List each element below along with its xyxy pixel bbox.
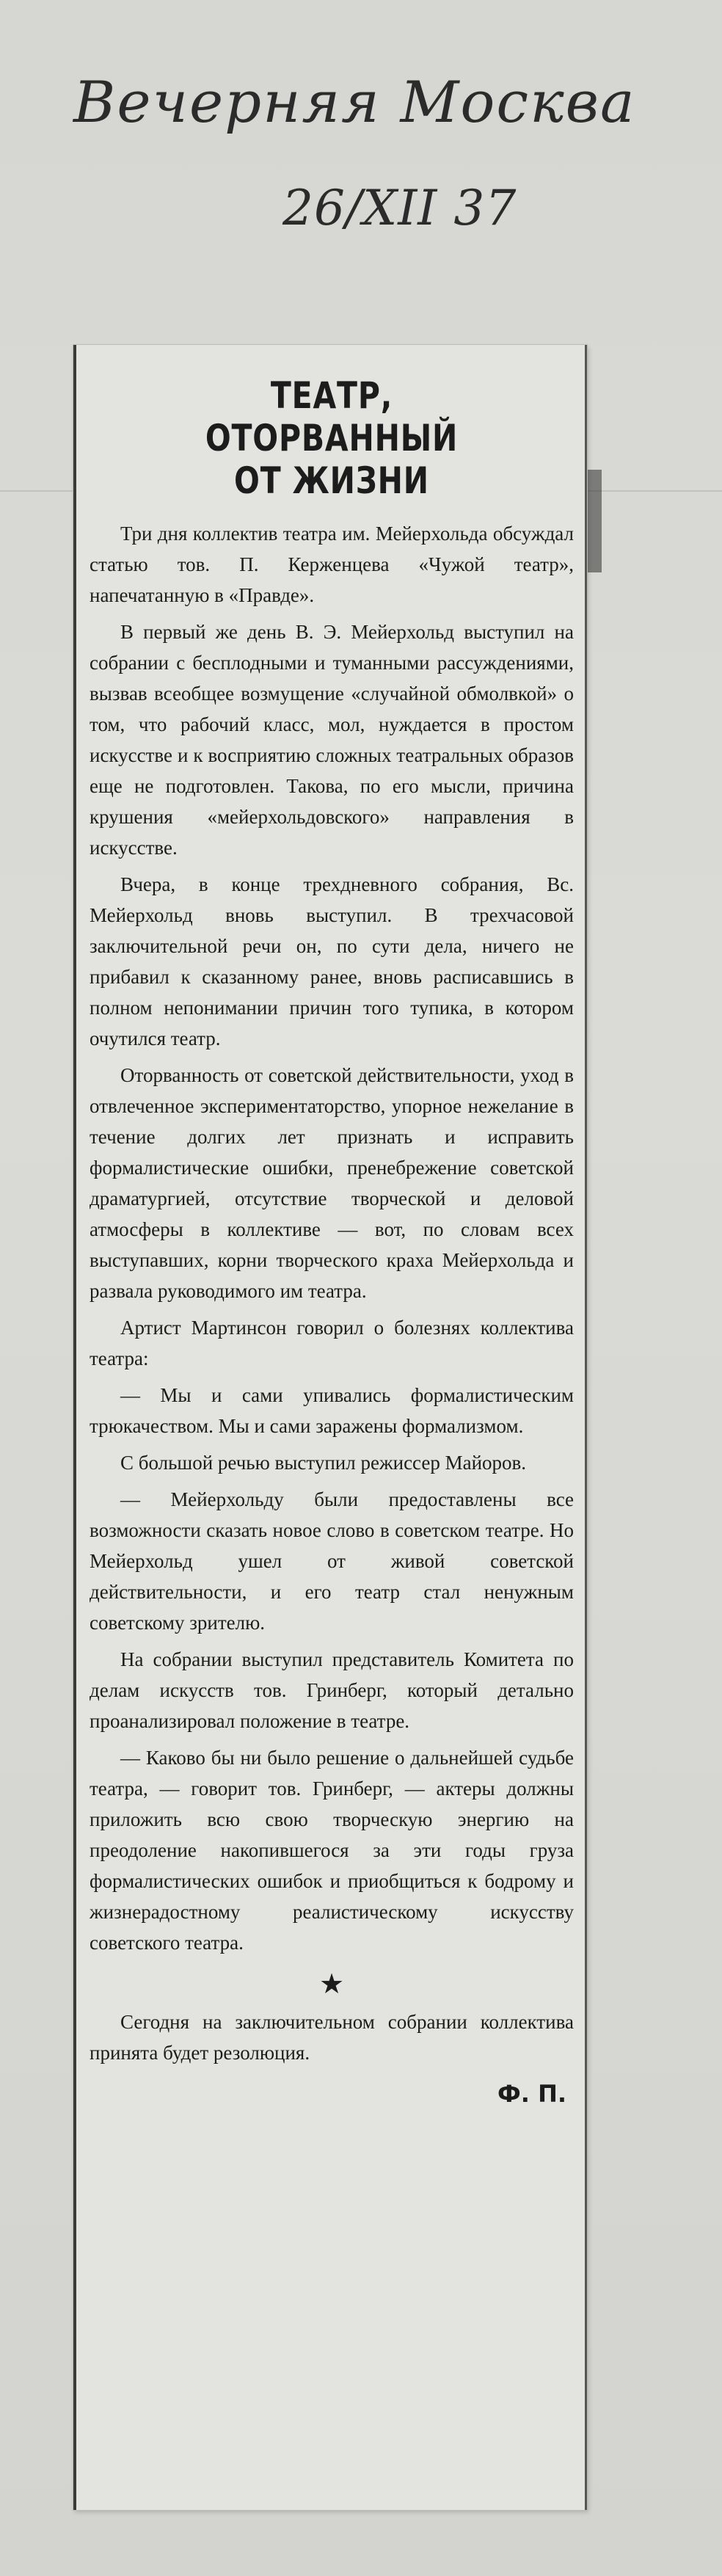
article-paragraph: — Каково бы ни было решение о дальнейшей судьбе театра, — говорит тов. Гринберг, — актеры должны приложить всю свою творческую энергию на преодоление накопившегося за эти годы груза формалистических ошибок и приобщиться к бодрому и жизнерадостному реалистическому искусству советского театра. bbox=[90, 1747, 574, 1954]
article-paragraph: — Мы и сами упивались формалистическим трюкачеством. Мы и сами заражены формализмом. bbox=[90, 1384, 574, 1437]
handwritten-date: 26/XII 37 bbox=[282, 180, 517, 236]
newspaper-clipping bbox=[73, 345, 587, 2510]
article-paragraph: В первый же день В. Э. Мейерхольд выступил на собрании с бесплодными и туманными рассуждениями, вызвав всеобщее возмущение «случайной обмолвкой» о том, что рабочий класс, мол, нуждается в простом искусстве и к восприятию сложных театральных образов еще не подготовлен. Такова, по его мысли, причина крушения «мейерхольдовского» направления в искусстве. bbox=[90, 621, 574, 859]
article-paragraph: — Мейерхольду были предоставлены все возможности сказать новое слово в советском театре. Но Мейерхольд ушел от живой советской действительности, и его театр стал ненужным советскому зрителю. bbox=[90, 1488, 574, 1634]
handwritten-source: Вечерняя Москва bbox=[73, 70, 636, 136]
star-separator: ★ bbox=[318, 1968, 345, 2000]
article-headline bbox=[133, 374, 530, 502]
author-signature: Ф. П. bbox=[497, 2080, 566, 2108]
headline-line: ОТ ЖИЗНИ bbox=[234, 459, 429, 502]
column-rule-right bbox=[585, 345, 587, 2510]
article-paragraph: Оторванность от советской действительности, уход в отвлеченное экспериментаторство, упорное нежелание в течение долгих лет признать и исправить формалистические ошибки, пренебрежение советской драматургией, отсутствие творческой и деловой атмосферы в коллективе — вот, по словам всех выступавших, корни творческого краха Мейерхольда и развала руководимого им театра. bbox=[90, 1064, 574, 1302]
article-column bbox=[90, 374, 574, 2112]
headline-line: ТЕАТР, bbox=[270, 374, 393, 417]
article-paragraph: Три дня коллектив театра им. Мейерхольда обсуждал статью тов. П. Керженцева «Чужой театр», напечатанную в «Правде». bbox=[90, 523, 574, 606]
closing-paragraph: Сегодня на заключительном собрании коллектива принята будет резолюция. bbox=[90, 2011, 574, 2064]
article-paragraph: С большой речью выступил режиссер Майоров. bbox=[120, 1452, 527, 1474]
article-paragraph: Артист Мартинсон говорил о болезнях коллектива театра: bbox=[90, 1317, 574, 1369]
headline-line: ОТОРВАННЫЙ bbox=[205, 417, 459, 459]
article-paragraph: На собрании выступил представитель Комитета по делам искусств тов. Гринберг, который детально проанализировал положение в театре. bbox=[90, 1648, 574, 1732]
article-paragraph: Вчера, в конце трехдневного собрания, Вс. Мейерхольд вновь выступил. В трехчасовой заключительной речи он, по сути дела, ничего не прибавил к сказанному ранее, вновь расписавшись в полном непонимании причин того тупика, в котором очутился театр. bbox=[90, 873, 574, 1049]
column-rule-left bbox=[73, 345, 76, 2510]
